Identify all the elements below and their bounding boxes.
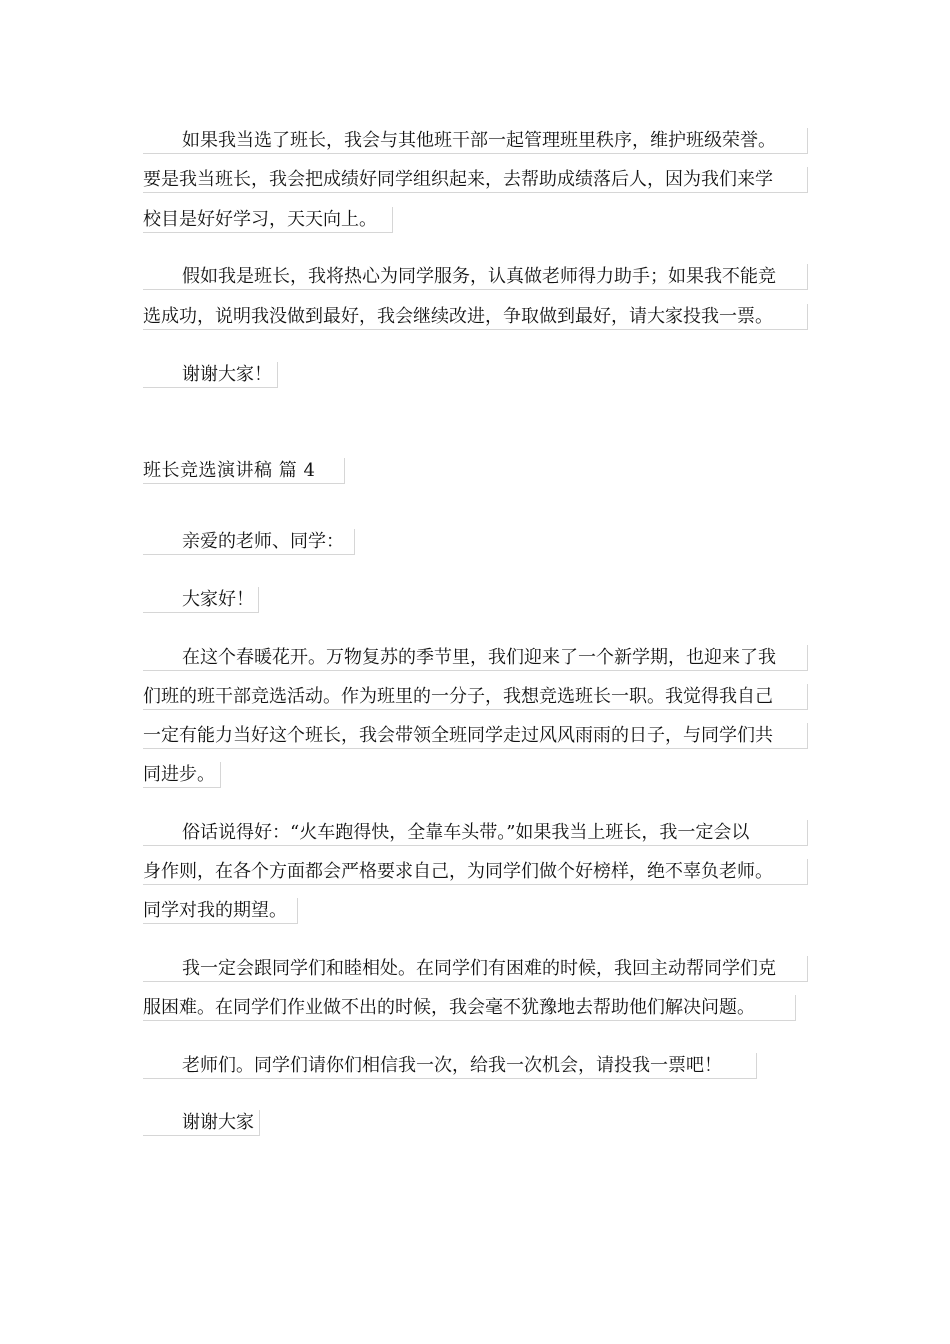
section-title: 班长竞选演讲稿 篇 4 bbox=[143, 458, 345, 484]
paragraph-c-line-4: 同进步。 bbox=[143, 762, 221, 788]
paragraph-c-line-3: 一定有能力当好这个班长，我会带领全班同学走过风风雨雨的日子，与同学们共 bbox=[143, 723, 808, 749]
paragraph-c-line-1: 在这个春暖花开。万物复苏的季节里，我们迎来了一个新学期，也迎来了我 bbox=[143, 645, 808, 671]
paragraph-e-line-2: 服困难。在同学们作业做不出的时候，我会毫不犹豫地去帮助他们解决问题。 bbox=[143, 995, 796, 1021]
paragraph-a-line-3: 校目是好好学习，天天向上。 bbox=[143, 207, 393, 233]
greeting: 亲爱的老师、同学： bbox=[143, 529, 355, 555]
paragraph-f: 老师们。同学们请你们相信我一次，给我一次机会，请投我一票吧！ bbox=[143, 1053, 757, 1079]
closing-thanks-2: 谢谢大家 bbox=[143, 1110, 260, 1136]
paragraph-a-line-1: 如果我当选了班长，我会与其他班干部一起管理班里秩序，维护班级荣誉。 bbox=[143, 128, 808, 154]
paragraph-d-line-2: 身作则，在各个方面都会严格要求自己，为同学们做个好榜样，绝不辜负老师。 bbox=[143, 859, 808, 885]
paragraph-b-line-1: 假如我是班长，我将热心为同学服务，认真做老师得力助手；如果我不能竞 bbox=[143, 264, 808, 290]
paragraph-a-line-2: 要是我当班长，我会把成绩好同学组织起来，去帮助成绩落后人，因为我们来学 bbox=[143, 167, 808, 193]
hello: 大家好！ bbox=[143, 587, 259, 613]
closing-thanks-1: 谢谢大家！ bbox=[143, 362, 278, 388]
paragraph-b-line-2: 选成功，说明我没做到最好，我会继续改进，争取做到最好，请大家投我一票。 bbox=[143, 304, 808, 330]
paragraph-d-line-1: 俗话说得好：“火车跑得快，全靠车头带。”如果我当上班长，我一定会以 bbox=[143, 820, 808, 846]
paragraph-e-line-1: 我一定会跟同学们和睦相处。在同学们有困难的时候，我回主动帮同学们克 bbox=[143, 956, 808, 982]
paragraph-d-line-3: 同学对我的期望。 bbox=[143, 898, 298, 924]
paragraph-c-line-2: 们班的班干部竞选活动。作为班里的一分子，我想竞选班长一职。我觉得我自己 bbox=[143, 684, 808, 710]
